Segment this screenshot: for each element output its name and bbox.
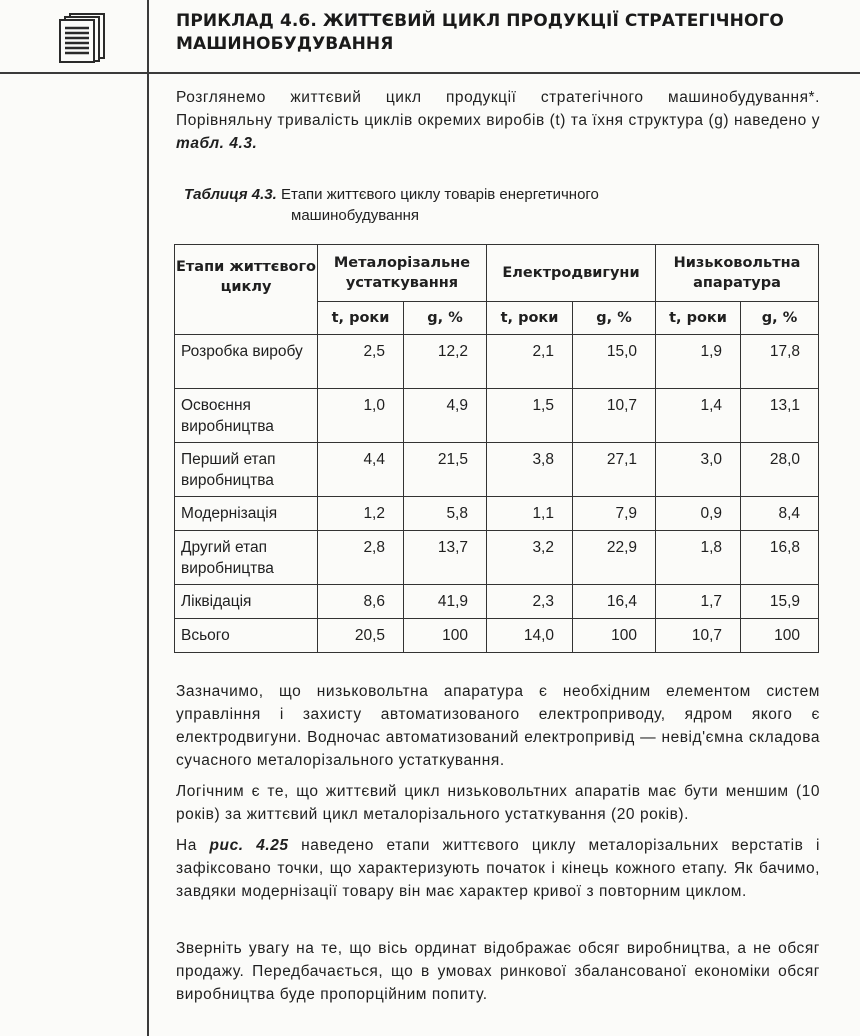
- paragraph-cycle-length: Логічним є те, що життєвий цикл низьковольтних апаратів має бути меншим (10 років) за життєвий цикл металорізального устаткування (20 років).: [176, 783, 820, 823]
- table-caption-line-1: Етапи життєвого циклу товарів енергетичного: [280, 186, 599, 203]
- value-cell: 41,9: [404, 585, 487, 619]
- document-stack-icon: [56, 12, 108, 64]
- value-cell: 2,8: [318, 531, 404, 585]
- value-cell: 21,5: [404, 443, 487, 497]
- value-cell: 12,2: [404, 335, 487, 389]
- lifecycle-table: [174, 244, 819, 653]
- intro-text: Розглянемо життєвий цикл продукції стратегічного машинобудування*. Порівняльну тривалість циклів окремих виробів (t) та їхня структура (g) наведено у: [176, 89, 820, 129]
- value-cell: 1,0: [318, 389, 404, 443]
- paragraph-low-voltage: Зазначимо, що низьковольтна апаратура є необхідним елементом систем управління і захисту автоматизованого електроприводу, ядром якого є електродвигуни. Водночас автоматизований електропривід — невід'ємна складова сучасного металорізального устаткування.: [176, 683, 820, 769]
- value-cell: 1,7: [656, 585, 741, 619]
- value-cell: 4,9: [404, 389, 487, 443]
- subheader-t: t, роки: [656, 302, 741, 335]
- table-reference: табл. 4.3: [176, 135, 253, 152]
- value-cell: 100: [404, 619, 487, 653]
- table-row: [175, 443, 819, 497]
- stage-cell: Всього: [175, 619, 318, 653]
- title-line-2: МАШИНОБУДУВАННЯ: [176, 34, 394, 54]
- title-line-1: ПРИКЛАД 4.6. ЖИТТЄВИЙ ЦИКЛ ПРОДУКЦІЇ СТРАТЕГІЧНОГО: [176, 11, 784, 31]
- value-cell: 5,8: [404, 497, 487, 531]
- margin-vertical-rule: [147, 0, 149, 1036]
- subheader-g: g, %: [573, 302, 656, 335]
- table-caption-line-2: машинобудування: [291, 207, 420, 224]
- subheader-g: g, %: [404, 302, 487, 335]
- table-row: [175, 335, 819, 389]
- p4-rest: наведено етапи життєвого циклу металорізальних верстатів і зафіксовано точки, що характеризують початок і кінець кожного етапу. Як бачимо, завдяки модернізації товару він має характер кривої з повторним циклом.: [176, 837, 821, 900]
- value-cell: 8,4: [741, 497, 819, 531]
- figure-reference: рис. 4.25: [209, 837, 289, 854]
- table-row-total: [175, 619, 819, 653]
- p4-start: На: [176, 837, 210, 854]
- table-row: [175, 531, 819, 585]
- value-cell: 8,6: [318, 585, 404, 619]
- value-cell: 1,8: [656, 531, 741, 585]
- value-cell: 1,1: [487, 497, 573, 531]
- value-cell: 14,0: [487, 619, 573, 653]
- paragraph-figure-reference: [176, 834, 820, 903]
- value-cell: 17,8: [741, 335, 819, 389]
- value-cell: 7,9: [573, 497, 656, 531]
- value-cell: 100: [741, 619, 819, 653]
- value-cell: 13,1: [741, 389, 819, 443]
- intro-paragraph: [176, 86, 820, 155]
- table-row: [175, 585, 819, 619]
- stage-cell: Освоєння виробництва: [175, 389, 318, 443]
- value-cell: 1,5: [487, 389, 573, 443]
- stage-cell: Перший етап виробництва: [175, 443, 318, 497]
- example-title: [176, 10, 836, 56]
- table-row: [175, 497, 819, 531]
- stage-cell: Модернізація: [175, 497, 318, 531]
- value-cell: 2,1: [487, 335, 573, 389]
- group-header-metal-cutting: Металорізальне устаткування: [318, 245, 487, 302]
- intro-end: .: [252, 135, 258, 152]
- value-cell: 13,7: [404, 531, 487, 585]
- stage-cell: Розробка виробу: [175, 335, 318, 389]
- group-header-low-voltage: Низьковольтна апаратура: [656, 245, 819, 302]
- value-cell: 28,0: [741, 443, 819, 497]
- value-cell: 20,5: [318, 619, 404, 653]
- subheader-g: g, %: [741, 302, 819, 335]
- value-cell: 0,9: [656, 497, 741, 531]
- value-cell: 3,8: [487, 443, 573, 497]
- value-cell: 27,1: [573, 443, 656, 497]
- value-cell: 22,9: [573, 531, 656, 585]
- subheader-t: t, роки: [487, 302, 573, 335]
- value-cell: 16,4: [573, 585, 656, 619]
- table-row: [175, 389, 819, 443]
- table-caption-label: Таблиця 4.3.: [184, 186, 277, 203]
- value-cell: 1,9: [656, 335, 741, 389]
- value-cell: 10,7: [573, 389, 656, 443]
- subheader-t: t, роки: [318, 302, 404, 335]
- value-cell: 15,9: [741, 585, 819, 619]
- value-cell: 3,0: [656, 443, 741, 497]
- value-cell: 10,7: [656, 619, 741, 653]
- value-cell: 16,8: [741, 531, 819, 585]
- value-cell: 1,2: [318, 497, 404, 531]
- value-cell: 2,5: [318, 335, 404, 389]
- paragraph-ordinate: Зверніть увагу на те, що вісь ординат відображає обсяг виробництва, а не обсяг продажу. Передбачається, що в умовах ринкової збалансованої економіки обсяг виробництва буде пропорційним попиту.: [176, 940, 820, 1003]
- value-cell: 4,4: [318, 443, 404, 497]
- value-cell: 100: [573, 619, 656, 653]
- table-caption: [184, 184, 744, 226]
- header-horizontal-rule: [0, 72, 860, 74]
- value-cell: 2,3: [487, 585, 573, 619]
- stage-cell: Ліквідація: [175, 585, 318, 619]
- group-header-electric-motors: Електродвигуни: [487, 245, 656, 302]
- value-cell: 1,4: [656, 389, 741, 443]
- stage-cell: Другий етап виробництва: [175, 531, 318, 585]
- value-cell: 15,0: [573, 335, 656, 389]
- value-cell: 3,2: [487, 531, 573, 585]
- stage-column-header: Етапи життєвого циклу: [175, 245, 318, 335]
